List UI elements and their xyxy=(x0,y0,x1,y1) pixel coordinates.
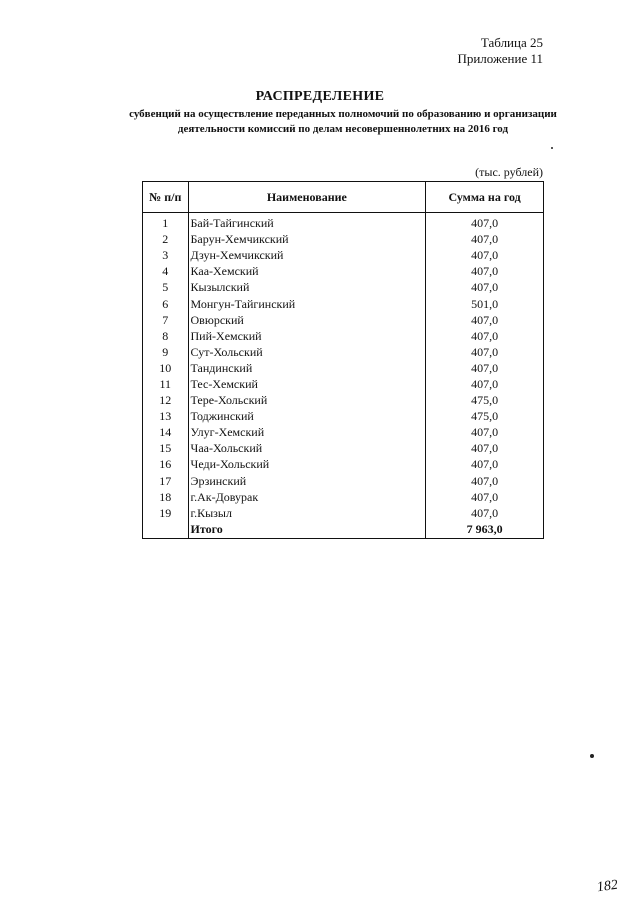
table-row xyxy=(143,424,544,440)
row-sum: 407,0 xyxy=(426,312,544,328)
row-sum: 407,0 xyxy=(426,376,544,392)
table-row xyxy=(143,456,544,472)
table-row xyxy=(143,360,544,376)
row-number: 11 xyxy=(143,376,189,392)
table-row xyxy=(143,505,544,521)
row-sum: 407,0 xyxy=(426,328,544,344)
row-name: Чеди-Хольский xyxy=(188,456,426,472)
row-number: 14 xyxy=(143,424,189,440)
row-name: Чаа-Хольский xyxy=(188,440,426,456)
row-name: Сут-Хольский xyxy=(188,344,426,360)
table-row xyxy=(143,279,544,295)
document-header xyxy=(457,35,543,67)
table-row xyxy=(143,247,544,263)
total-number-cell xyxy=(143,521,189,539)
row-number: 7 xyxy=(143,312,189,328)
table-header-row xyxy=(143,182,544,213)
table-row xyxy=(143,231,544,247)
row-sum: 475,0 xyxy=(426,392,544,408)
row-number: 18 xyxy=(143,489,189,505)
row-name: Бай-Тайгинский xyxy=(188,213,426,232)
table-row xyxy=(143,408,544,424)
row-sum: 407,0 xyxy=(426,456,544,472)
table-row xyxy=(143,473,544,489)
row-sum: 407,0 xyxy=(426,279,544,295)
row-number: 15 xyxy=(143,440,189,456)
row-sum: 407,0 xyxy=(426,247,544,263)
row-name: Пий-Хемский xyxy=(188,328,426,344)
row-number: 2 xyxy=(143,231,189,247)
row-sum: 407,0 xyxy=(426,489,544,505)
table-body xyxy=(143,213,544,539)
row-sum: 407,0 xyxy=(426,263,544,279)
row-name: Тоджинский xyxy=(188,408,426,424)
row-number: 8 xyxy=(143,328,189,344)
column-header-number: № п/п xyxy=(143,182,189,213)
page-number: 182 xyxy=(595,877,619,896)
row-sum: 407,0 xyxy=(426,231,544,247)
row-name: Эрзинский xyxy=(188,473,426,489)
appendix-label: Приложение 11 xyxy=(457,51,543,66)
table-row xyxy=(143,440,544,456)
row-number: 5 xyxy=(143,279,189,295)
row-name: Улуг-Хемский xyxy=(188,424,426,440)
row-sum: 475,0 xyxy=(426,408,544,424)
unit-label: (тыс. рублей) xyxy=(475,165,543,179)
row-number: 17 xyxy=(143,473,189,489)
row-name: Кызылский xyxy=(188,279,426,295)
table-row xyxy=(143,312,544,328)
table-row xyxy=(143,392,544,408)
row-number: 4 xyxy=(143,263,189,279)
table-row xyxy=(143,213,544,232)
row-number: 19 xyxy=(143,505,189,521)
table-row xyxy=(143,295,544,311)
row-sum: 407,0 xyxy=(426,473,544,489)
table-row xyxy=(143,263,544,279)
row-number: 16 xyxy=(143,456,189,472)
row-sum: 407,0 xyxy=(426,424,544,440)
row-name: Дзун-Хемчикский xyxy=(188,247,426,263)
table-label: Таблица 25 xyxy=(480,35,543,50)
document-title: РАСПРЕДЕЛЕНИЕ xyxy=(255,89,385,104)
row-number: 9 xyxy=(143,344,189,360)
row-name: Тандинский xyxy=(188,360,426,376)
row-number: 3 xyxy=(143,247,189,263)
row-sum: 501,0 xyxy=(426,295,544,311)
row-number: 1 xyxy=(143,213,189,232)
row-name: г.Ак-Довурак xyxy=(188,489,426,505)
document-subtitle: субвенций на осуществление переданных полномочий по образованию и организации деятельности комиссий по делам несовершеннолетних на 2016 год xyxy=(129,108,557,135)
total-label: Итого xyxy=(188,521,426,539)
scan-speck xyxy=(551,147,553,149)
column-header-sum: Сумма на год xyxy=(426,182,544,213)
row-number: 6 xyxy=(143,295,189,311)
row-name: Тере-Хольский xyxy=(188,392,426,408)
row-sum: 407,0 xyxy=(426,440,544,456)
distribution-table xyxy=(142,181,544,539)
row-number: 12 xyxy=(143,392,189,408)
row-name: Овюрский xyxy=(188,312,426,328)
table-row xyxy=(143,328,544,344)
total-sum: 7 963,0 xyxy=(426,521,544,539)
row-sum: 407,0 xyxy=(426,213,544,232)
row-sum: 407,0 xyxy=(426,360,544,376)
row-sum: 407,0 xyxy=(426,344,544,360)
row-name: Каа-Хемский xyxy=(188,263,426,279)
table-row xyxy=(143,344,544,360)
row-name: Барун-Хемчикский xyxy=(188,231,426,247)
table-row xyxy=(143,489,544,505)
row-name: Тес-Хемский xyxy=(188,376,426,392)
total-row xyxy=(143,521,544,539)
row-name: Монгун-Тайгинский xyxy=(188,295,426,311)
scan-speck xyxy=(590,754,594,758)
row-number: 10 xyxy=(143,360,189,376)
row-name: г.Кызыл xyxy=(188,505,426,521)
table-row xyxy=(143,376,544,392)
column-header-name: Наименование xyxy=(188,182,426,213)
row-sum: 407,0 xyxy=(426,505,544,521)
row-number: 13 xyxy=(143,408,189,424)
